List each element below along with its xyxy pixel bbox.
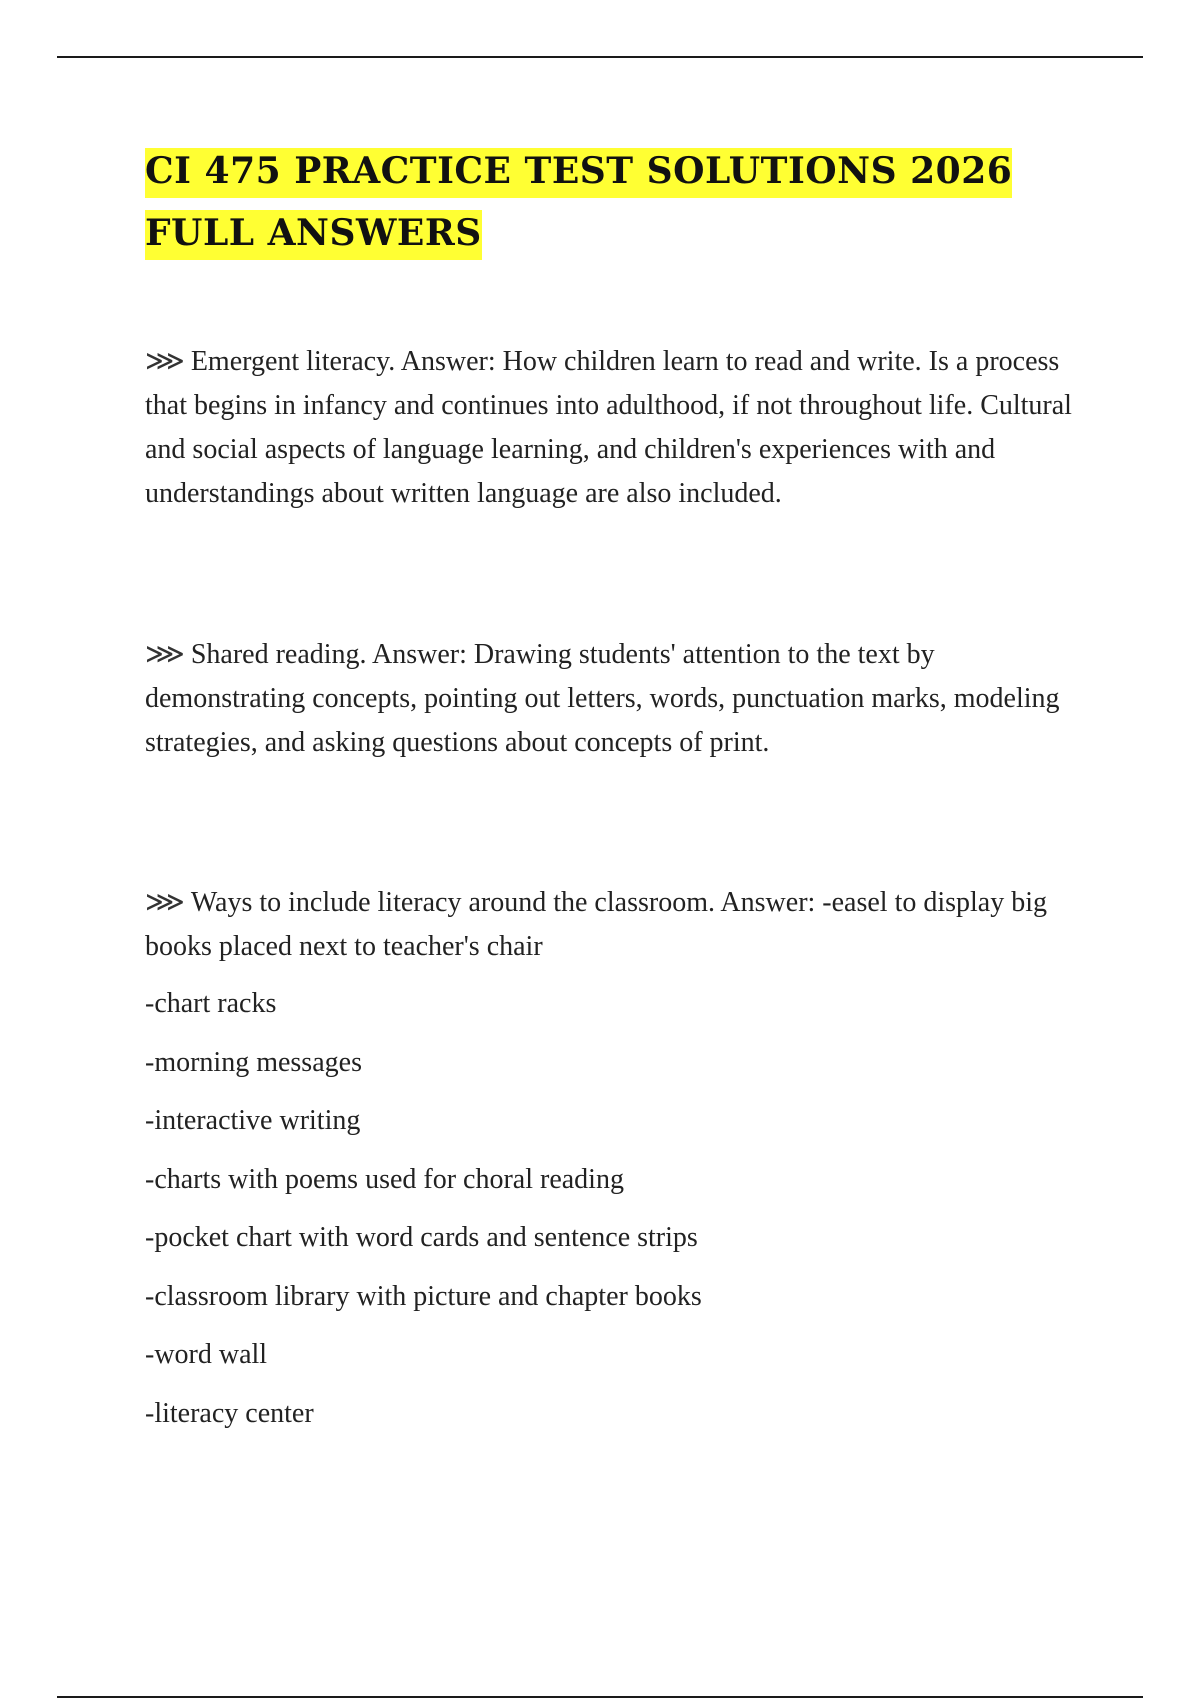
top-divider <box>57 56 1143 58</box>
classroom-literacy-list <box>145 982 702 1450</box>
bottom-divider <box>57 1696 1143 1698</box>
list-item: -word wall <box>145 1339 268 1370</box>
question-entry-classroom-literacy <box>145 881 1080 969</box>
three-headed-arrow-icon: ⋙ <box>145 639 185 670</box>
list-item: -charts with poems used for choral reading <box>145 1163 624 1195</box>
list-item: -classroom library with picture and chapter books <box>145 1280 702 1312</box>
list-item: -literacy center <box>145 1397 314 1429</box>
three-headed-arrow-icon: ⋙ <box>145 887 185 918</box>
three-headed-arrow-icon: ⋙ <box>145 346 185 377</box>
list-item: -chart racks <box>145 988 277 1019</box>
question-text: Ways to include literacy around the classroom. Answer: -easel to display big books placed next to teacher's chair <box>145 887 1048 962</box>
document-title <box>145 140 1080 264</box>
title-highlight: CI 475 PRACTICE TEST SOLUTIONS 2026 FULL ANSWERS <box>145 148 1012 260</box>
question-entry-emergent-literacy <box>145 340 1080 516</box>
list-item: -morning messages <box>145 1046 362 1078</box>
question-entry-shared-reading <box>145 633 1080 765</box>
question-text: Emergent literacy. Answer: How children learn to read and write. Is a process that begins in infancy and continues into adulthood, if not throughout life. Cultural and social aspects of language learning, and children's experiences with and understandings about written language are also included. <box>145 346 1072 509</box>
list-item: -pocket chart with word cards and sentence strips <box>145 1222 698 1253</box>
list-item: -interactive writing <box>145 1105 361 1136</box>
question-text: Shared reading. Answer: Drawing students' attention to the text by demonstrating concepts, pointing out letters, words, punctuation marks, modeling strategies, and asking questions about concepts of print. <box>145 639 1060 758</box>
